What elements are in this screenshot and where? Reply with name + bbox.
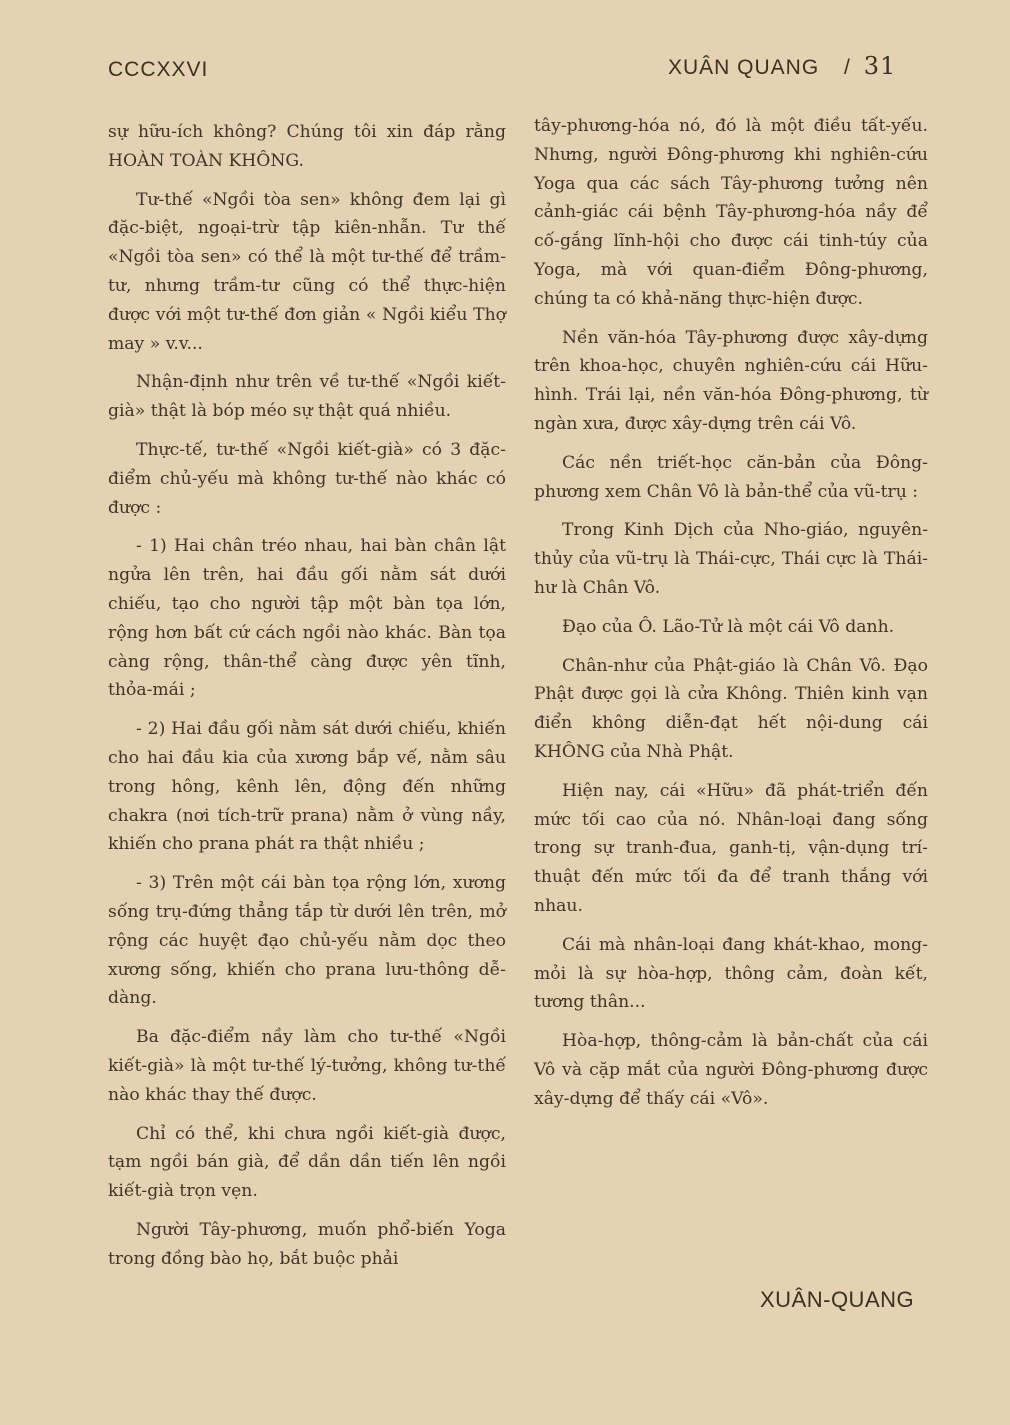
paragraph: Cái mà nhân-loại đang khát-khao, mong-mỏi là sự hòa-hợp, thông cảm, đoàn kết, tương thân...	[534, 934, 928, 1013]
running-header	[668, 52, 896, 80]
paragraph: Ba đặc-điểm nầy làm cho tư-thế «Ngồi kiết-già» là một tư-thế lý-tưởng, không tư-thế nào khác thay thế được.	[108, 1027, 506, 1105]
paragraph: sự hữu-ích không? Chúng tôi xin đáp rằng HOÀN TOÀN KHÔNG.	[108, 122, 506, 171]
paragraph: Tư-thế «Ngồi tòa sen» không đem lại gì đặc-biệt, ngoại-trừ tập kiên-nhẫn. Tư thế «Ngồi tòa sen» có thể là một tư-thế để trầm-tư, nhưng trầm-tư cũng có thể thực-hiện được với một tư-thế đơn giản « Ngồi kiểu Thợ may » v.v...	[108, 189, 506, 354]
section-numeral: CCCXXVI	[108, 58, 209, 81]
right-column	[534, 112, 928, 1124]
paragraph: Thực-tế, tư-thế «Ngồi kiết-già» có 3 đặc-điểm chủ-yếu mà không tư-thế nào khác có được :	[108, 439, 506, 518]
list-item: - 1) Hai chân tréo nhau, hai bàn chân lật ngửa lên trên, hai đầu gối nằm sát dưới chiếu, tạo cho người tập một bàn tọa lớn, rộng hơn bất cứ cách ngồi nào khác. Bàn tọa càng rộng, thân-thể càng được yên tĩnh, thỏa-mái ;	[108, 536, 506, 701]
left-column	[108, 118, 506, 1283]
paragraph: Người Tây-phương, muốn phổ-biến Yoga trong đồng bào họ, bắt buộc phải	[108, 1219, 506, 1269]
running-title: XUÂN QUANG	[668, 56, 820, 79]
list-item: - 2) Hai đầu gối nằm sát dưới chiếu, khiến cho hai đầu kia của xương bắp vế, nằm sâu trong hông, kênh lên, động đến những chakra (nơi tích-trữ prana) nằm ở vùng nầy, khiến cho prana phát ra thật nhiều ;	[108, 719, 506, 855]
paragraph: Hiện nay, cái «Hữu» đã phát-triển đến mức tối cao của nó. Nhân-loại đang sống trong sự tranh-đua, ganh-tị, vận-dụng trí-thuật đến mức tối đa để tranh thắng với nhau.	[534, 780, 928, 916]
paragraph: Hòa-hợp, thông-cảm là bản-chất của cái Vô và cặp mắt của người Đông-phương được xây-dựng để thấy cái «Vô».	[534, 1031, 928, 1109]
page-number: 31	[863, 52, 897, 80]
paragraph: Chỉ có thể, khi chưa ngồi kiết-già được, tạm ngồi bán già, để dần dần tiến lên ngồi kiết-già trọn vẹn.	[108, 1123, 506, 1202]
paragraph: tây-phương-hóa nó, đó là một điều tất-yếu. Nhưng, người Đông-phương khi nghiên-cứu Yoga qua các sách Tây-phương tưởng nên cảnh-giác cái bệnh Tây-phương-hóa nầy để cố-gắng lĩnh-hội cho được cái tinh-túy của Yoga, mà với quan-điểm Đông-phương, chúng ta có khả-năng thực-hiện được.	[534, 116, 928, 309]
list-item: - 3) Trên một cái bàn tọa rộng lớn, xương sống trụ-đứng thẳng tắp từ dưới lên trên, mở rộng các huyệt đạo chủ-yếu nằm dọc theo xương sống, khiến cho prana lưu-thông dễ-dàng.	[108, 873, 506, 1009]
paragraph: Các nền triết-học căn-bản của Đông-phương xem Chân Vô là bản-thể của vũ-trụ :	[534, 452, 928, 502]
paragraph: Trong Kinh Dịch của Nho-giáo, nguyên-thủy của vũ-trụ là Thái-cực, Thái cực là Thái-hư là Chân Vô.	[534, 520, 928, 598]
paragraph: Nền văn-hóa Tây-phương được xây-dựng trên khoa-học, chuyên nghiên-cứu cái Hữu-hình. Trái lại, nền văn-hóa Đông-phương, từ ngàn xưa, được xây-dựng trên cái Vô.	[534, 327, 928, 434]
paragraph: Nhận-định như trên về tư-thế «Ngồi kiết-già» thật là bóp méo sự thật quá nhiều.	[108, 372, 506, 422]
header-separator: /	[844, 56, 851, 79]
author-signature: XUÂN-QUANG	[760, 1287, 915, 1312]
paragraph: Chân-như của Phật-giáo là Chân Vô. Đạo Phật được gọi là cửa Không. Thiên kinh vạn điển không diễn-đạt hết nội-dung cái KHÔNG của Nhà Phật.	[534, 655, 928, 762]
paragraph: Đạo của Ô. Lão-Tử là một cái Vô danh.	[562, 616, 895, 637]
